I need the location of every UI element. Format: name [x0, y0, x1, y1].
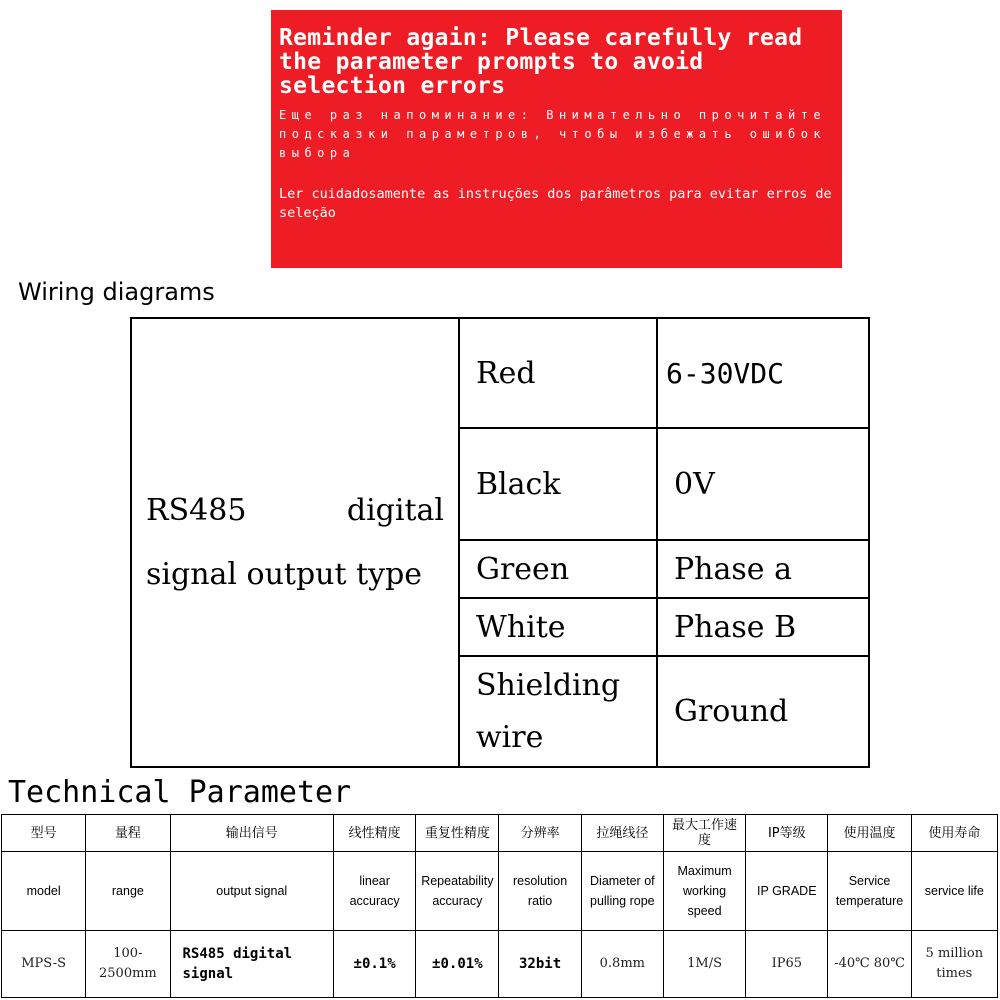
wire-value-cell: Ground — [657, 656, 869, 767]
technical-table — [1, 814, 998, 998]
reminder-banner — [271, 10, 842, 268]
service-temperature-value: -40℃ 80℃ — [828, 931, 911, 998]
header-zh-cell: 最大工作速度 — [663, 815, 745, 852]
header-zh-cell: 量程 — [86, 815, 170, 852]
wire-color-cell: White — [459, 598, 657, 656]
header-en-cell: model — [2, 852, 86, 931]
output-type-cell: RS485 digital signal output type — [131, 318, 459, 767]
wire-color-cell: Red — [459, 318, 657, 428]
wire-value-cell: 6-30VDC — [657, 318, 869, 428]
header-en-cell: resolution ratio — [499, 852, 581, 931]
reminder-russian: Еще раз напоминание: Внимательно прочитайте подсказки параметров, чтобы избежать ошибок выбора — [279, 108, 827, 160]
value-row — [2, 931, 998, 998]
reminder-english: Reminder again: Please carefully read the parameter prompts to avoid selection errors — [279, 25, 803, 99]
header-en-cell: range — [86, 852, 170, 931]
max-speed-value: 1M/S — [663, 931, 745, 998]
header-row-en — [2, 852, 998, 931]
header-zh-cell: 型号 — [2, 815, 86, 852]
range-value: 100-2500mm — [86, 931, 170, 998]
reminder-portuguese: Ler cuidadosamente as instruções dos parâmetros para evitar erros de seleção — [279, 186, 832, 221]
header-en-cell: Diameter of pulling rope — [581, 852, 663, 931]
header-en-cell: linear accuracy — [333, 852, 415, 931]
wire-color-cell: Green — [459, 540, 657, 598]
header-en-cell: output signal — [170, 852, 333, 931]
resolution-value: 32bit — [499, 931, 581, 998]
wire-value-cell: 0V — [657, 428, 869, 540]
header-en-cell: Service temperature — [828, 852, 911, 931]
technical-title: Technical Parameter — [8, 775, 352, 810]
wire-value-cell: Phase a — [657, 540, 869, 598]
model-value: MPS-S — [2, 931, 86, 998]
header-en-cell: Repeatability accuracy — [416, 852, 499, 931]
wire-color-cell: Shielding wire — [459, 656, 657, 767]
header-zh-cell: 重复性精度 — [416, 815, 499, 852]
header-zh-cell: 使用寿命 — [911, 815, 997, 852]
header-row-zh — [2, 815, 998, 852]
linear-accuracy-value: ±0.1% — [333, 931, 415, 998]
header-en-cell: IP GRADE — [746, 852, 828, 931]
wire-value-cell: Phase B — [657, 598, 869, 656]
repeatability-value: ±0.01% — [416, 931, 499, 998]
header-zh-cell: IP等级 — [746, 815, 828, 852]
service-life-value: 5 million times — [911, 931, 997, 998]
wiring-row — [131, 318, 869, 428]
header-zh-cell: 输出信号 — [170, 815, 333, 852]
rope-diameter-value: 0.8mm — [581, 931, 663, 998]
wire-color-cell: Black — [459, 428, 657, 540]
header-zh-cell: 线性精度 — [333, 815, 415, 852]
header-zh-cell: 分辨率 — [499, 815, 581, 852]
header-zh-cell: 拉绳线径 — [581, 815, 663, 852]
wiring-table — [130, 317, 870, 768]
output-signal-value: RS485 digital signal — [170, 931, 333, 998]
header-zh-cell: 使用温度 — [828, 815, 911, 852]
header-en-cell: service life — [911, 852, 997, 931]
header-en-cell: Maximum working speed — [663, 852, 745, 931]
ip-grade-value: IP65 — [746, 931, 828, 998]
wiring-title: Wiring diagrams — [18, 278, 215, 306]
